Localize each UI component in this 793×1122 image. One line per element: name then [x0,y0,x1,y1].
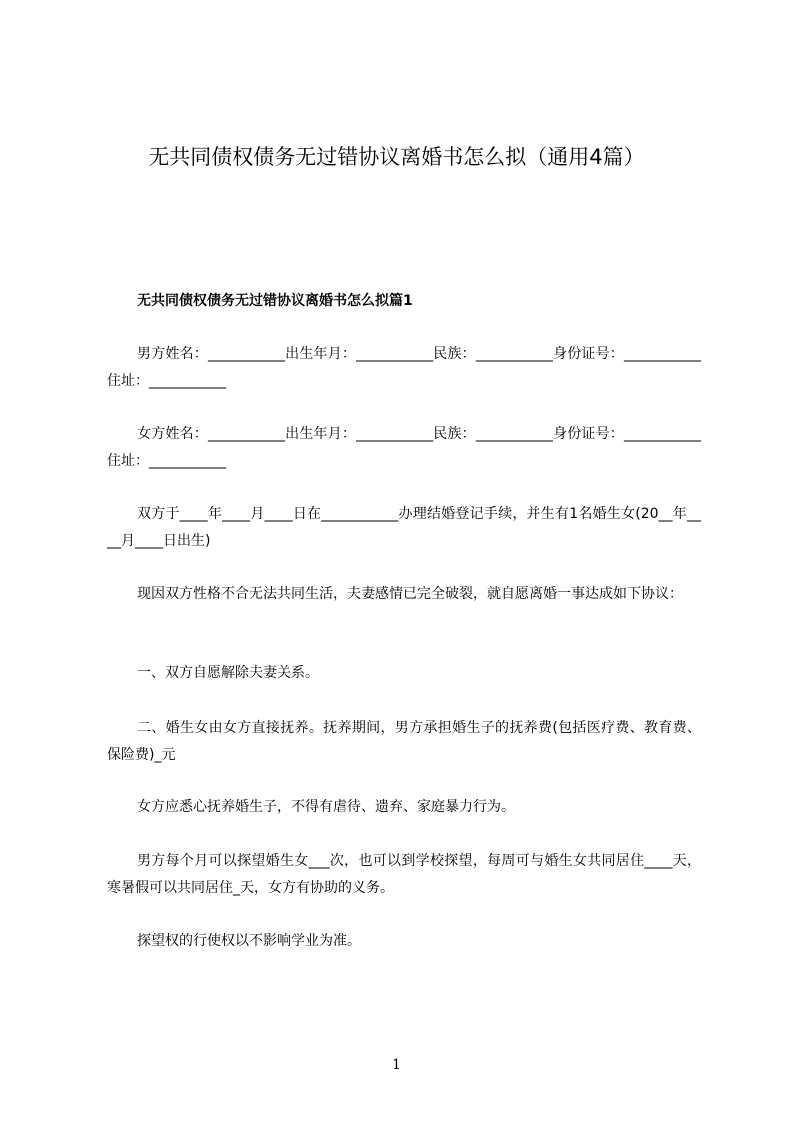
section-title: 无共同债权债务无过错协议离婚书怎么拟篇1 [137,293,413,309]
paragraph-custody-duty: 女方应悉心抚养婚生子，不得有虐待、遗弃、家庭暴力行为。 [137,799,515,815]
paragraph-marriage-registration: 双方于____年____月____日在___________办理结婚登记手续，并生有1名婚生女(20__年____月____日出生) [107,506,701,549]
paragraph-wife-info: 女方姓名：___________出生年月：___________民族：___________身份证号：___________住址：___________ [107,426,701,469]
paragraph-visitation: 男方每个月可以探望婚生女___次，也可以到学校探望，每周可与婚生女共同居住____天，寒暑假可以共同居住_天，女方有协助的义务。 [107,853,701,896]
paragraph-clause-1: 一、双方自愿解除夫妻关系。 [137,665,319,681]
page-number: 1 [392,1057,401,1073]
document-title: 无共同债权债务无过错协议离婚书怎么拟（通用4篇） [148,145,645,169]
paragraph-divorce-reason: 现因双方性格不合无法共同生活，夫妻感情已完全破裂，就自愿离婚一事达成如下协议： [137,586,683,602]
paragraph-husband-info: 男方姓名：___________出生年月：___________民族：___________身份证号：___________住址：___________ [107,346,701,389]
paragraph-clause-2: 二、婚生女由女方直接抚养。抚养期间，男方承担婚生子的抚养费(包括医疗费、教育费、保险费)_元 [107,720,701,763]
paragraph-visitation-limit: 探望权的行使权以不影响学业为准。 [137,933,361,949]
